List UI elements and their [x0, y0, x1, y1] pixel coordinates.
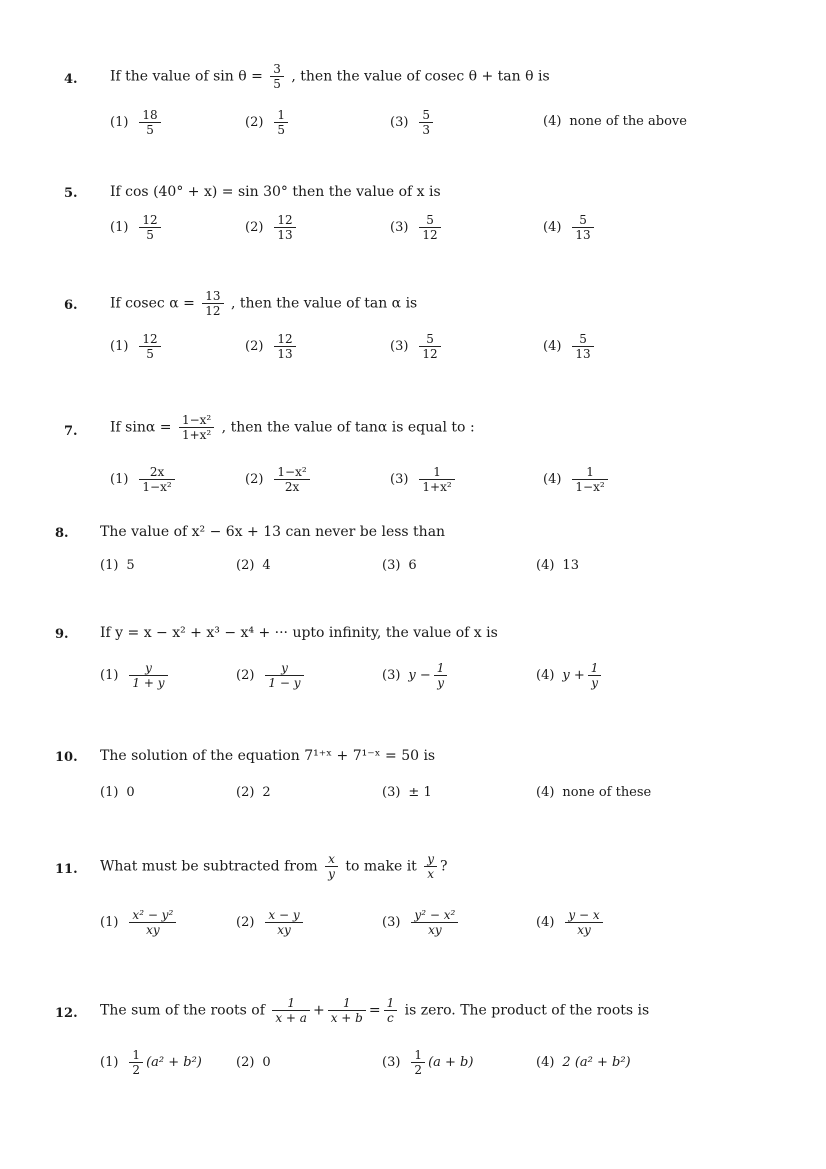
option-1[interactable]: (1) $\frac{2x}{\text{1−x²}}$ [110, 465, 178, 494]
question-number: 7. [64, 424, 78, 439]
stem-fraction: $\frac{\text{1−x²}}{\text{1+x²}}$ [179, 413, 214, 442]
question-stem: If y = x − x² + x³ − x⁴ + ··· upto infinity, the value of x is [100, 625, 498, 641]
option-4[interactable]: (4) 2 (a² + b²) [536, 1055, 631, 1070]
stem-text: , then the value of cosec θ + tan θ is [291, 68, 550, 85]
option-1[interactable]: (1) 5 [100, 558, 135, 573]
question-number: 12. [55, 1006, 78, 1021]
option-4[interactable]: (4) none of these [536, 785, 652, 800]
option-2[interactable]: (2) $\frac{12}{13}$ [245, 332, 299, 361]
stem-fraction: $\frac{y}{x}$ [424, 852, 437, 881]
stem-fraction: $\frac{1}{x + b}$ [328, 996, 366, 1025]
question-stem: The solution of the equation 7¹⁺ˣ + 7¹⁻ˣ = 50 is [100, 748, 436, 764]
option-3[interactable]: (3) $\frac{1}{\text{1+x²}}$ [390, 465, 458, 494]
option-1[interactable]: (1) $\frac{\text{x² − y²}}{xy}$ [100, 908, 179, 937]
stem-fraction: $\frac{1}{x + a}$ [272, 996, 310, 1025]
option-2[interactable]: (2) 0 [236, 1055, 271, 1070]
stem-fraction: $\frac{13}{12}$ [202, 289, 223, 318]
option-4[interactable]: (4) y + $\frac{1}{y}$ [536, 661, 604, 690]
option-3[interactable]: (3) $\frac{1}{2}$ (a + b) [382, 1048, 474, 1077]
option-1[interactable]: (1) 0 [100, 785, 135, 800]
option-2[interactable]: (2) $\frac{\text{1−x²}}{2x}$ [245, 465, 313, 494]
question-stem: What must be subtracted from $\frac{x}{y}$ to make it $\frac{y}{x}$ ? [100, 852, 448, 881]
stem-fraction: $\frac{x}{y}$ [325, 852, 338, 881]
option-3[interactable]: (3) $\frac{5}{3}$ [390, 108, 436, 137]
question-stem: If cosec α = $\frac{13}{12}$ , then the value of tan α is [110, 289, 418, 318]
option-1[interactable]: (1) $\frac{12}{5}$ [110, 332, 164, 361]
option-4[interactable]: (4) $\frac{y - x}{xy}$ [536, 908, 606, 937]
option-3[interactable]: (3) ± 1 [382, 785, 432, 800]
option-4[interactable]: (4) $\frac{5}{13}$ [543, 213, 597, 242]
option-3[interactable]: (3) $\frac{\text{y² − x²}}{xy}$ [382, 908, 461, 937]
option-2[interactable]: (2) $\frac{12}{13}$ [245, 213, 299, 242]
stem-fraction: $\frac{3}{5}$ [270, 62, 284, 91]
question-stem: The value of x² − 6x + 13 can never be less than [100, 524, 446, 540]
option-4[interactable]: (4) $\frac{5}{13}$ [543, 332, 597, 361]
option-2[interactable]: (2) $\frac{y}{1 - y}$ [236, 661, 307, 690]
question-number: 9. [55, 627, 69, 642]
question-number: 5. [64, 186, 78, 201]
stem-text: If the value of sin θ = [110, 68, 263, 85]
question-number: 6. [64, 298, 78, 313]
option-2[interactable]: (2) 2 [236, 785, 271, 800]
option-3[interactable]: (3) 6 [382, 558, 417, 573]
option-2[interactable]: (2) 4 [236, 558, 271, 573]
question-stem: If sinα = $\frac{\text{1−x²}}{\text{1+x²}}$ , then the value of tanα is equal to : [110, 413, 475, 442]
option-4[interactable]: (4) $\frac{1}{\text{1−x²}}$ [543, 465, 611, 494]
option-2[interactable]: (2) $\frac{1}{5}$ [245, 108, 291, 137]
option-2[interactable]: (2) $\frac{x - y}{xy}$ [236, 908, 306, 937]
question-number: 10. [55, 750, 78, 765]
question-stem: If cos (40° + x) = sin 30° then the value of x is [110, 184, 441, 200]
option-1[interactable]: (1) $\frac{18}{5}$ [110, 108, 164, 137]
stem-fraction: $\frac{1}{c}$ [384, 996, 398, 1025]
question-stem: The sum of the roots of $\frac{1}{x + a}$ + $\frac{1}{x + b}$ = $\frac{1}{c}$ is zero. The product of the roots is [100, 996, 650, 1025]
question-number: 4. [64, 72, 78, 87]
option-3[interactable]: (3) y − $\frac{1}{y}$ [382, 661, 450, 690]
option-1[interactable]: (1) $\frac{12}{5}$ [110, 213, 164, 242]
question-stem [110, 62, 550, 91]
option-4[interactable]: (4) 13 [536, 558, 579, 573]
question-number: 8. [55, 526, 69, 541]
option-1[interactable]: (1) $\frac{1}{2}$ (a² + b²) [100, 1048, 202, 1077]
question-number: 11. [55, 862, 78, 877]
option-4[interactable]: (4) none of the above [543, 114, 687, 129]
option-3[interactable]: (3) $\frac{5}{12}$ [390, 332, 444, 361]
option-3[interactable]: (3) $\frac{5}{12}$ [390, 213, 444, 242]
option-1[interactable]: (1) $\frac{y}{1 + y}$ [100, 661, 171, 690]
